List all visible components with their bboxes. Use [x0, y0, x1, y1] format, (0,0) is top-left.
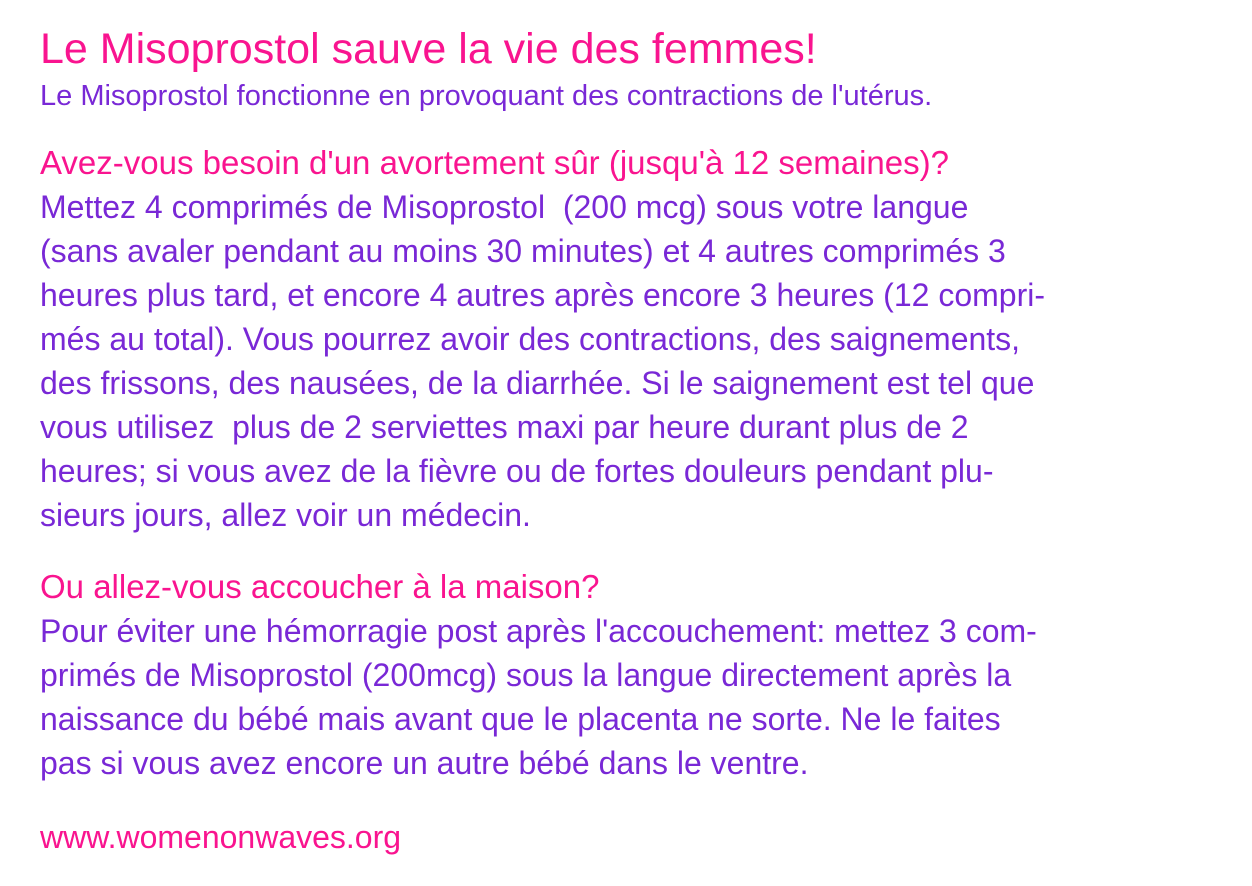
- paragraph-line: sieurs jours, allez voir un médecin.: [40, 497, 531, 534]
- paragraph-line: més au total). Vous pourrez avoir des contractions, des saignements,: [40, 321, 1021, 358]
- section-paragraph: [40, 609, 1222, 785]
- paragraph-line: Mettez 4 comprimés de Misoprostol (200 mcg) sous votre langue: [40, 189, 969, 226]
- section-abortion: [40, 141, 1222, 537]
- paragraph-line: primés de Misoprostol (200mcg) sous la langue directement après la: [40, 657, 1012, 694]
- website-link[interactable]: www.womenonwaves.org: [40, 819, 402, 856]
- section-heading-abortion: Avez-vous besoin d'un avortement sûr (jusqu'à 12 semaines)?: [40, 144, 949, 182]
- paragraph-line: Pour éviter une hémorragie post après l'accouchement: mettez 3 com-: [40, 613, 1037, 650]
- page-title: Le Misoprostol sauve la vie des femmes!: [40, 25, 817, 73]
- paragraph-line: heures plus tard, et encore 4 autres après encore 3 heures (12 compri-: [40, 277, 1045, 314]
- section-paragraph: [40, 185, 1222, 537]
- section-childbirth: [40, 565, 1222, 785]
- paragraph-line: des frissons, des nausées, de la diarrhée. Si le saignement est tel que: [40, 365, 1035, 402]
- paragraph-line: pas si vous avez encore un autre bébé dans le ventre.: [40, 745, 809, 782]
- paragraph-line: (sans avaler pendant au moins 30 minutes) et 4 autres comprimés 3: [40, 233, 1006, 270]
- page-subtitle: Le Misoprostol fonctionne en provoquant des contractions de l'utérus.: [40, 79, 933, 112]
- paragraph-line: naissance du bébé mais avant que le placenta ne sorte. Ne le faites: [40, 701, 1001, 738]
- paragraph-line: vous utilisez plus de 2 serviettes maxi par heure durant plus de 2: [40, 409, 969, 446]
- paragraph-line: heures; si vous avez de la fièvre ou de fortes douleurs pendant plu-: [40, 453, 994, 490]
- section-heading-childbirth: Ou allez-vous accoucher à la maison?: [40, 568, 600, 606]
